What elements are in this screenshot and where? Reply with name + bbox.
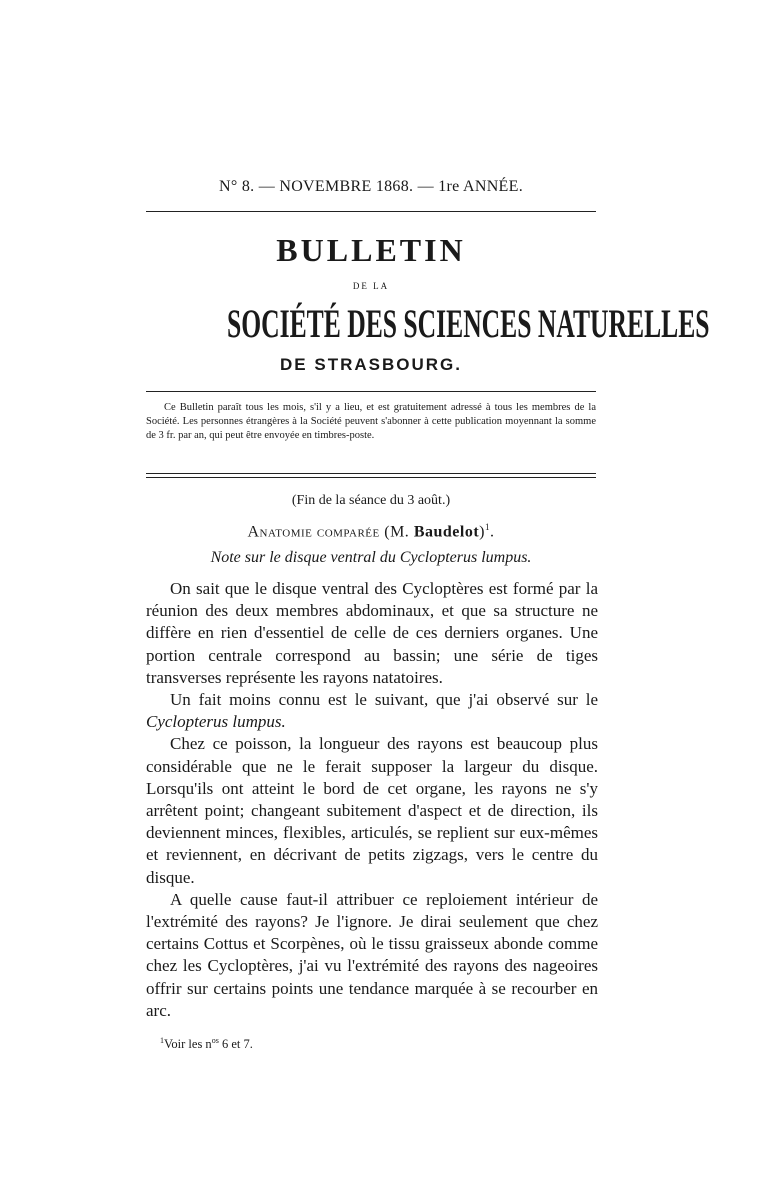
author-name: Baudelot: [413, 523, 480, 541]
note-title: Note sur le disque ventral du Cyclopterus lumpus.: [210, 549, 532, 566]
section-subject: Anatomie comparée: [247, 523, 380, 541]
footnote-number: 1: [160, 1036, 164, 1045]
middle-rule: [146, 391, 596, 392]
city-name: DE STRASBOURG.: [280, 355, 462, 374]
subscription-notice: [146, 401, 596, 443]
de-la-label: DE LA: [352, 281, 390, 291]
footnote-superscript: os: [211, 1036, 219, 1045]
footnote-text-start: Voir les n: [164, 1037, 212, 1052]
paragraph-3: Chez ce poisson, la longueur des rayons est beaucoup plus considérable que ne le ferait supposer la largeur du disque. Lorsqu'ils ont atteint le bord de cet organe, les rayons ne s'y arrêtent point; changeant subitement d'aspect et de direction, ils deviennent minces, flexibles, articulés, se replient sur eux-mêmes et reviennent, en décrivant de petits zigzags, vers le centre du disque.: [146, 734, 598, 887]
footnote-mark: 1: [484, 522, 490, 532]
heading-period: .: [489, 523, 495, 541]
footnote: [160, 1036, 253, 1052]
paragraph-2-text: Un fait moins connu est le suivant, que j'ai observé sur le: [170, 690, 598, 710]
society-name: SOCIÉTÉ DES SCIENCES NATURELLES: [227, 301, 710, 346]
issue-line: N° 8. — NOVEMBRE 1868. — 1re ANNÉE.: [219, 178, 523, 195]
footnote-text-end: 6 et 7.: [218, 1037, 253, 1052]
top-rule: [146, 211, 596, 212]
author-prefix: (M.: [384, 523, 410, 541]
double-rule: [146, 473, 596, 478]
section-heading: [146, 522, 596, 541]
bulletin-title: BULLETIN: [276, 232, 466, 268]
author-suffix: ): [479, 523, 485, 541]
paragraph-2: [146, 689, 598, 733]
paragraph-4: A quelle cause faut-il attribuer ce reploiement intérieur de l'extrémité des rayons? Je l'ignore. Je dirai seulement que chez certains Cottus et Scorpènes, où le tissu graisseux abonde comme chez les Cycloptères, j'ai vu l'extrémité des rayons des nageoires offrir sur certains points une tendance marquée à se recourber en arc.: [146, 889, 598, 1020]
notice-text: Ce Bulletin paraît tous les mois, s'il y a lieu, et est gratuitement adressé à tous les membres de la Société. Les personnes étrangères à la Société peuvent s'abonner à cette publication moyennant la somme de 3 fr. par an, qui peut être envoyée en timbres-poste.: [146, 402, 596, 441]
species-name: Cyclopterus lumpus.: [146, 712, 286, 732]
paragraph-1: On sait que le disque ventral des Cycloptères est formé par la réunion des deux membres abdominaux, et que sa structure ne diffère en rien d'essentiel de celle de ces derniers organes. Une portion centrale correspond au bassin; une série de tiges transverses représente les rayons natatoires.: [146, 579, 598, 687]
session-note: (Fin de la séance du 3 août.): [291, 493, 451, 508]
article-body: [146, 578, 598, 1022]
